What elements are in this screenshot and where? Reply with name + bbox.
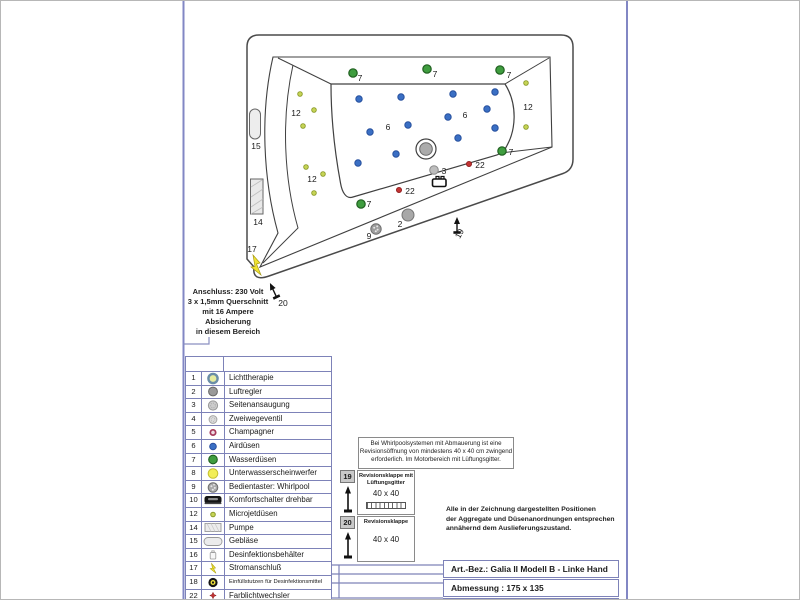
connection-note: Anschluss: 230 Volt 3 x 1,5mm Querschnitt mit 16 Ampere Absicherung in diesem Bereich [187, 287, 269, 336]
blower-icon [202, 535, 225, 548]
legend-row [186, 507, 331, 521]
callout-label: 22 [405, 186, 415, 196]
valve-icon [202, 413, 225, 426]
pump-icon [202, 522, 225, 535]
control-button-dot [371, 224, 381, 234]
legend-row [186, 398, 331, 412]
comfort-icon [202, 494, 225, 507]
callout-label: 7 [508, 147, 514, 157]
legend-row [186, 439, 331, 453]
water-jet-dot [423, 65, 431, 73]
callout-label: 7 [366, 199, 372, 209]
legend-row-number: 5 [186, 426, 202, 439]
knob-icon [202, 386, 225, 399]
legend-row-number: 7 [186, 454, 202, 467]
legend-row-label: Komfortschalter drehbar [229, 495, 313, 505]
callout-label: 12 [307, 174, 317, 184]
micro-jet-dot [304, 165, 309, 170]
air-jet-dot [393, 151, 399, 157]
legend-row [186, 412, 331, 426]
legend-row-label: Farblichtwechsler [229, 590, 290, 600]
legend-row-label: Seitenansaugung [229, 400, 290, 410]
legend-row-label: Zweiwegeventil [229, 413, 283, 423]
position-arrow-20-icon [341, 531, 355, 559]
legend-row-number: 18 [186, 576, 202, 589]
legend-row-number: 9 [186, 481, 202, 494]
legend-row-label: Bedientaster: Whirlpool [229, 481, 310, 491]
container-icon [202, 549, 225, 562]
title-block-abmessung: Abmessung : 175 x 135 [443, 579, 619, 597]
legend-row-label: Einfüllstutzen für Desinfektionsmittel [229, 578, 323, 585]
control-button-detail [375, 230, 377, 232]
revision-20-size: 40 x 40 [372, 534, 400, 544]
side-suction-dot [430, 166, 439, 175]
light-icon [202, 372, 225, 385]
air-jet-dot [398, 94, 404, 100]
suction-icon [202, 399, 225, 412]
legend-row-label: Airdüsen [229, 440, 260, 450]
legend-row [186, 371, 331, 385]
colorlight-icon [202, 590, 225, 600]
legend-row [186, 575, 331, 589]
callout-label: 7 [432, 69, 438, 79]
air-jet-dot [445, 114, 451, 120]
water-jet-dot [349, 69, 357, 77]
air-jet-dot [450, 91, 456, 97]
legend-row-label: Stromanschluß [229, 563, 282, 573]
position-arrow-19-icon [341, 485, 355, 513]
air-jet-dot [484, 106, 490, 112]
legend-row-number: 1 [186, 372, 202, 385]
legend-row [186, 534, 331, 548]
legend-row-number: 14 [186, 522, 202, 535]
legend-row-number: 2 [186, 386, 202, 399]
airjet-icon [202, 440, 225, 453]
callout-label: 6 [462, 110, 468, 120]
revision-box-20 [357, 516, 415, 562]
callout-label: 17 [247, 244, 257, 254]
revision-box-19 [357, 470, 415, 515]
control-button-detail [377, 229, 379, 231]
callout-label: 9 [366, 231, 372, 241]
legend-row-number: 4 [186, 413, 202, 426]
air-jet-dot [367, 129, 373, 135]
legend-row [186, 548, 331, 562]
legend-row-number: 22 [186, 590, 202, 600]
revision-19-size: 40 x 40 [372, 489, 400, 498]
positions-note: Alle in der Zeichnung dargestellten Positionen der Aggregate und Düsenanordnungen entsprechen annähernd dem Auslieferungszustand. [446, 506, 615, 532]
micro-jet-dot [524, 125, 529, 130]
legend-row-number: 12 [186, 508, 202, 521]
air-jet-dot [405, 122, 411, 128]
legend-row [186, 425, 331, 439]
legend-row-number: 16 [186, 549, 202, 562]
micro-jet-dot [312, 191, 317, 196]
legend-row-label: Unterwasserscheinwerfer [229, 468, 317, 478]
legend-row [186, 385, 331, 399]
title-block-art-bez: Art.-Bez.: Galia II Modell B - Linke Hand [443, 560, 619, 578]
legend-row-number: 15 [186, 535, 202, 548]
legend-row-number: 17 [186, 562, 202, 575]
controller-icon [202, 481, 225, 494]
water-jet-dot [496, 66, 504, 74]
control-button-detail [376, 225, 378, 227]
legend-row-label: Gebläse [229, 536, 259, 546]
pump-unit [251, 179, 264, 214]
callout-label: 15 [251, 141, 261, 151]
legend-row-label: Wasserdüsen [229, 454, 277, 464]
ventilation-grille-icon [366, 502, 406, 509]
uwlight-icon [202, 467, 225, 480]
legend-row-label: Lichttherapie [229, 373, 274, 382]
legend-row [186, 561, 331, 575]
legend-row [186, 493, 331, 507]
micro-jet-dot [301, 124, 306, 129]
revision-19-title: Revisionsklappe mit Lüftungsgitter [358, 473, 414, 486]
callout-label: 19 [452, 227, 466, 241]
power-icon [202, 562, 225, 575]
revision-warning-box: Bei Whirlpoolsystemen mit Abmauerung ist eine Revisionsöffnung von mindestens 40 x 40 cm zwingend erforderlich. Im Motorbereich mit Lüftungsgitter. [358, 437, 514, 469]
micro-jet-dot [298, 92, 303, 97]
legend-row [186, 589, 331, 600]
legend-row-number: 6 [186, 440, 202, 453]
legend-row [186, 480, 331, 494]
legend-row-number: 8 [186, 467, 202, 480]
champagne-icon [202, 426, 225, 439]
control-button-detail [373, 227, 375, 229]
legend-row [186, 453, 331, 467]
legend-row-number: 3 [186, 399, 202, 412]
title-block-cells [332, 565, 443, 598]
water-jet-dot [357, 200, 365, 208]
legend-row-number: 10 [186, 494, 202, 507]
revision-20-title: Revisionsklappe [363, 519, 409, 525]
callout-label: 12 [291, 108, 301, 118]
callout-label: 3 [441, 166, 447, 176]
callout-label: 22 [475, 160, 485, 170]
legend-row [186, 521, 331, 535]
color-light-jet-dot [466, 161, 471, 166]
drain [416, 139, 436, 159]
air-jet-dot [355, 160, 361, 166]
callout-label: 7 [357, 73, 363, 83]
micro-jet-dot [312, 108, 317, 113]
color-light-jet-dot [396, 187, 401, 192]
air-jet-dot [492, 89, 498, 95]
legend-row-label: Champagner [229, 427, 275, 437]
legend-row-label: Desinfektionsbehälter [229, 549, 304, 559]
air-jet-dot [492, 125, 498, 131]
micro-jet-dot [321, 172, 326, 177]
callout-label: 7 [506, 70, 512, 80]
blower-unit [250, 109, 261, 139]
water-jet-dot [498, 147, 506, 155]
waterjet-icon [202, 454, 225, 467]
air-regulator-dot [402, 209, 414, 221]
callout-label: 12 [523, 102, 533, 112]
air-jet-dot [455, 135, 461, 141]
micro-jet-dot [524, 81, 529, 86]
legend-row-label: Luftregler [229, 386, 262, 396]
revision-tag-19: 19 [340, 470, 355, 483]
legend-row-label: Pumpe [229, 522, 254, 532]
callout-label: 14 [253, 217, 263, 227]
callout-label: 2 [397, 219, 403, 229]
legend-header-row [186, 357, 331, 371]
microjet-icon [202, 508, 225, 521]
legend-table [185, 356, 332, 600]
callout-label: 20 [278, 298, 288, 308]
revision-tag-20: 20 [340, 516, 355, 529]
air-jet-dot [356, 96, 362, 102]
filler-icon [202, 576, 225, 589]
legend-row-label: Microjetdüsen [229, 508, 278, 518]
callout-label: 6 [385, 122, 391, 132]
fold-mark [184, 337, 210, 344]
legend-row [186, 466, 331, 480]
